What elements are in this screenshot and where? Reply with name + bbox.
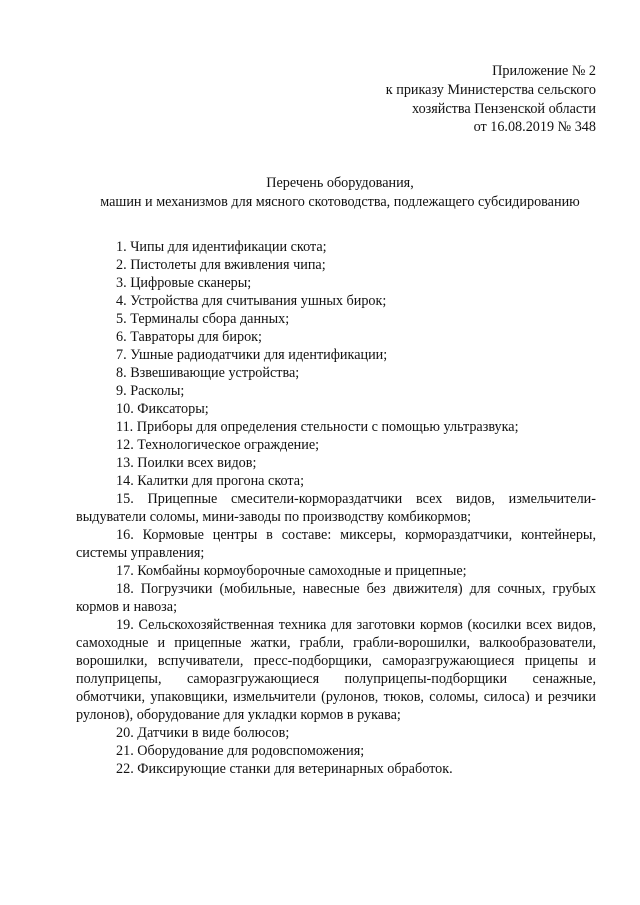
list-item: 14. Калитки для прогона скота; <box>116 473 305 489</box>
list-item: 17. Комбайны кормоуборочные самоходные и прицепные; <box>116 563 467 579</box>
appendix-header <box>386 62 596 137</box>
list-item: 16. Кормовые центры в составе: миксеры, кормораздатчики, контейнеры, системы управления; <box>76 527 596 561</box>
list-item: 10. Фиксаторы; <box>116 401 209 417</box>
appendix-order-ref: к приказу Министерства сельского <box>385 81 596 98</box>
list-item: 4. Устройства для считывания ушных бирок; <box>116 293 387 309</box>
list-item: 7. Ушные радиодатчики для идентификации; <box>116 347 388 363</box>
appendix-date: от 16.08.2019 № 348 <box>473 119 596 136</box>
list-item: 8. Взвешивающие устройства; <box>116 365 300 381</box>
list-item: 3. Цифровые сканеры; <box>116 275 252 291</box>
title-line-2: машин и механизмов для мясного скотоводства, подлежащего субсидированию <box>100 194 580 210</box>
list-item: 6. Тавраторы для бирок; <box>116 329 263 345</box>
list-item: 5. Терминалы сбора данных; <box>116 311 290 327</box>
list-item: 11. Приборы для определения стельности с помощью ультразвука; <box>116 419 519 435</box>
list-item: 20. Датчики в виде болюсов; <box>116 725 290 741</box>
appendix-ministry: хозяйства Пензенской области <box>412 100 596 117</box>
list-item: 2. Пистолеты для вживления чипа; <box>116 257 326 273</box>
list-item: 19. Сельскохозяйственная техника для заготовки кормов (косилки всех видов, самоходные и прицепные жатки, грабли, грабли-ворошилки, валкообразователи, ворошилки, вспучиватели, пресс-подборщики, саморазгружающиеся прицепы и полуприцепы, саморазгружающиеся полуприцепы-подборщики сенажные, обмотчики, упаковщики, измельчители (рулонов, тюков, соломы, силоса) и резчики рулонов), оборудование для укладки кормов в рукава; <box>76 617 596 723</box>
list-item: 18. Погрузчики (мобильные, навесные без движителя) для сочных, грубых кормов и навоза; <box>76 581 596 615</box>
document-title <box>60 174 620 212</box>
list-item: 22. Фиксирующие станки для ветеринарных обработок. <box>116 761 453 777</box>
list-item: 15. Прицепные смесители-кормораздатчики всех видов, измельчители-выдуватели соломы, мини-заводы по производству комбикормов; <box>76 491 596 525</box>
list-item: 1. Чипы для идентификации скота; <box>116 239 327 255</box>
list-item: 13. Поилки всех видов; <box>116 455 257 471</box>
list-item: 21. Оборудование для родовспоможения; <box>116 743 365 759</box>
appendix-number: Приложение № 2 <box>492 63 596 79</box>
list-item: 12. Технологическое ограждение; <box>116 437 320 453</box>
title-line-1: Перечень оборудования, <box>266 175 414 191</box>
list-item: 9. Расколы; <box>116 383 185 399</box>
equipment-list <box>76 238 596 778</box>
